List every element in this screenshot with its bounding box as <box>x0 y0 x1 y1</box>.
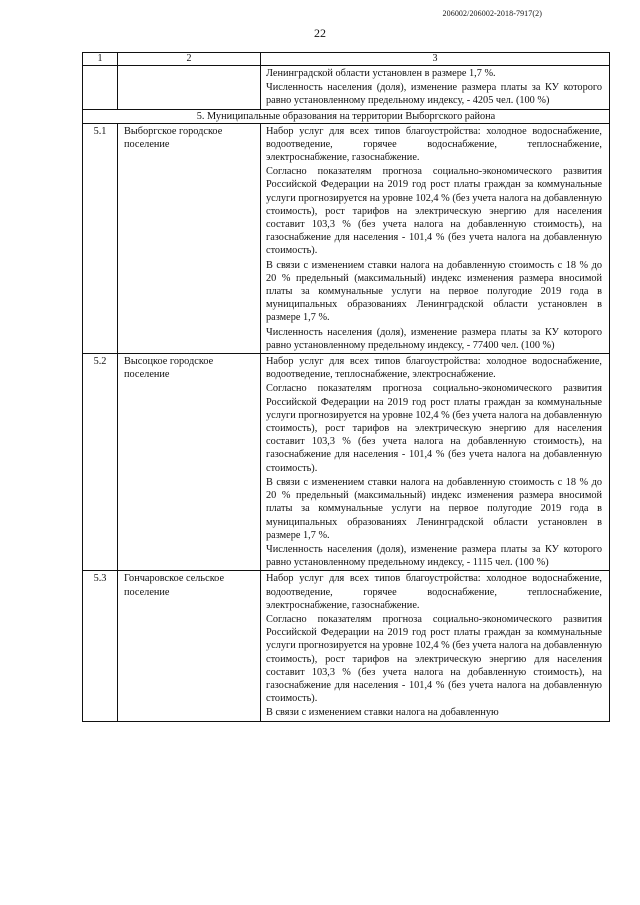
column-number-row <box>83 53 610 66</box>
municipality-name: Гончаровское сельское поселение <box>118 571 261 721</box>
paragraph: Набор услуг для всех типов благоустройства: холодное водоснабжение, водоотведение, горячее водоснабжение, теплоснабжение, электроснабжение, газоснабжение. <box>266 125 602 164</box>
paragraph: Согласно показателям прогноза социально-экономического развития Российской Федерации на 2019 год рост платы граждан за коммунальные услуги прогнозируется на уровне 102,4 % (без учета налога на добавленную стоимость), рост тарифов на электрическую энергию для населения составит 103,3 % (без учета налога на добавленную стоимость), на газоснабжение для населения - 101,4 % (без учета налога на добавленную стоимость). <box>266 613 602 705</box>
municipality-name: Выборгское городское поселение <box>118 123 261 353</box>
paragraph: Согласно показателям прогноза социально-экономического развития Российской Федерации на 2019 год рост платы граждан за коммунальные услуги прогнозируется на уровне 102,4 % (без учета налога на добавленную стоимость), рост тарифов на электрическую энергию для населения составит 103,3 % (без учета налога на добавленную стоимость), на газоснабжение для населения - 101,4 % (без учета налога на добавленную стоимость). <box>266 166 602 257</box>
paragraph: Численность населения (доля), изменение размера платы за КУ которого равно установленному предельному индексу, - 4205 чел. (100 %) <box>266 82 602 107</box>
section-title: 5. Муниципальные образования на территории Выборгского района <box>83 109 610 123</box>
section-row <box>83 109 610 123</box>
table-row <box>83 123 610 353</box>
paragraph: В связи с изменением ставки налога на добавленную <box>266 707 499 719</box>
paragraph: Набор услуг для всех типов благоустройства: холодное водоснабжение, водоотведение, горячее водоснабжение, теплоснабжение, электроснабжение, газоснабжение. <box>266 573 602 611</box>
paragraph: Согласно показателям прогноза социально-экономического развития Российской Федерации на 2019 год рост платы граждан за коммунальные услуги прогнозируется на уровне 102,4 % (без учета налога на добавленную стоимость), рост тарифов на электрическую энергию для населения составит 103,3 % (без учета налога на добавленную стоимость), на газоснабжение для населения - 101,4 % (без учета налога на добавленную стоимость). <box>266 383 602 474</box>
tariff-table <box>82 52 610 722</box>
document-id: 206002/206002-2018-7917(2) <box>442 9 542 18</box>
column-number: 3 <box>261 53 610 66</box>
table-row <box>83 571 610 721</box>
row-number: 5.1 <box>83 123 118 353</box>
row-number: 5.2 <box>83 354 118 571</box>
paragraph: Численность населения (доля), изменение размера платы за КУ которого равно установленному предельному индексу, - 77400 чел. (100 %) <box>266 326 602 351</box>
paragraph: В связи с изменением ставки налога на добавленную стоимость с 18 % до 20 % предельный (максимальный) индекс изменения размера вносимой платы за коммунальные услуги на первое полугодие 2019 года в муниципальных образованиях Ленинградской области установлен в размере 1,7 %. <box>266 259 602 324</box>
paragraph: Численность населения (доля), изменение размера платы за КУ которого равно установленному предельному индексу, - 1115 чел. (100 %) <box>266 543 602 569</box>
continuation-row <box>83 66 610 110</box>
column-number: 1 <box>83 53 118 66</box>
continuation-text <box>261 66 610 110</box>
row-number: 5.3 <box>83 571 118 721</box>
paragraph: В связи с изменением ставки налога на добавленную стоимость с 18 % до 20 % предельный (максимальный) индекс изменения размера вносимой платы за коммунальные услуги на первое полугодие 2019 года в муниципальных образованиях Ленинградской области установлен в размере 1,7 %. <box>266 476 602 541</box>
page-number: 22 <box>314 26 326 40</box>
paragraph: Ленинградской области установлен в размере 1,7 %. <box>266 68 496 79</box>
municipality-name: Высоцкое городское поселение <box>118 354 261 571</box>
row-description <box>261 571 610 721</box>
column-number: 2 <box>118 53 261 66</box>
table-row <box>83 354 610 571</box>
row-description <box>261 123 610 353</box>
row-description <box>261 354 610 571</box>
paragraph: Набор услуг для всех типов благоустройства: холодное водоснабжение, водоотведение, теплоснабжение, электроснабжение. <box>266 356 602 381</box>
